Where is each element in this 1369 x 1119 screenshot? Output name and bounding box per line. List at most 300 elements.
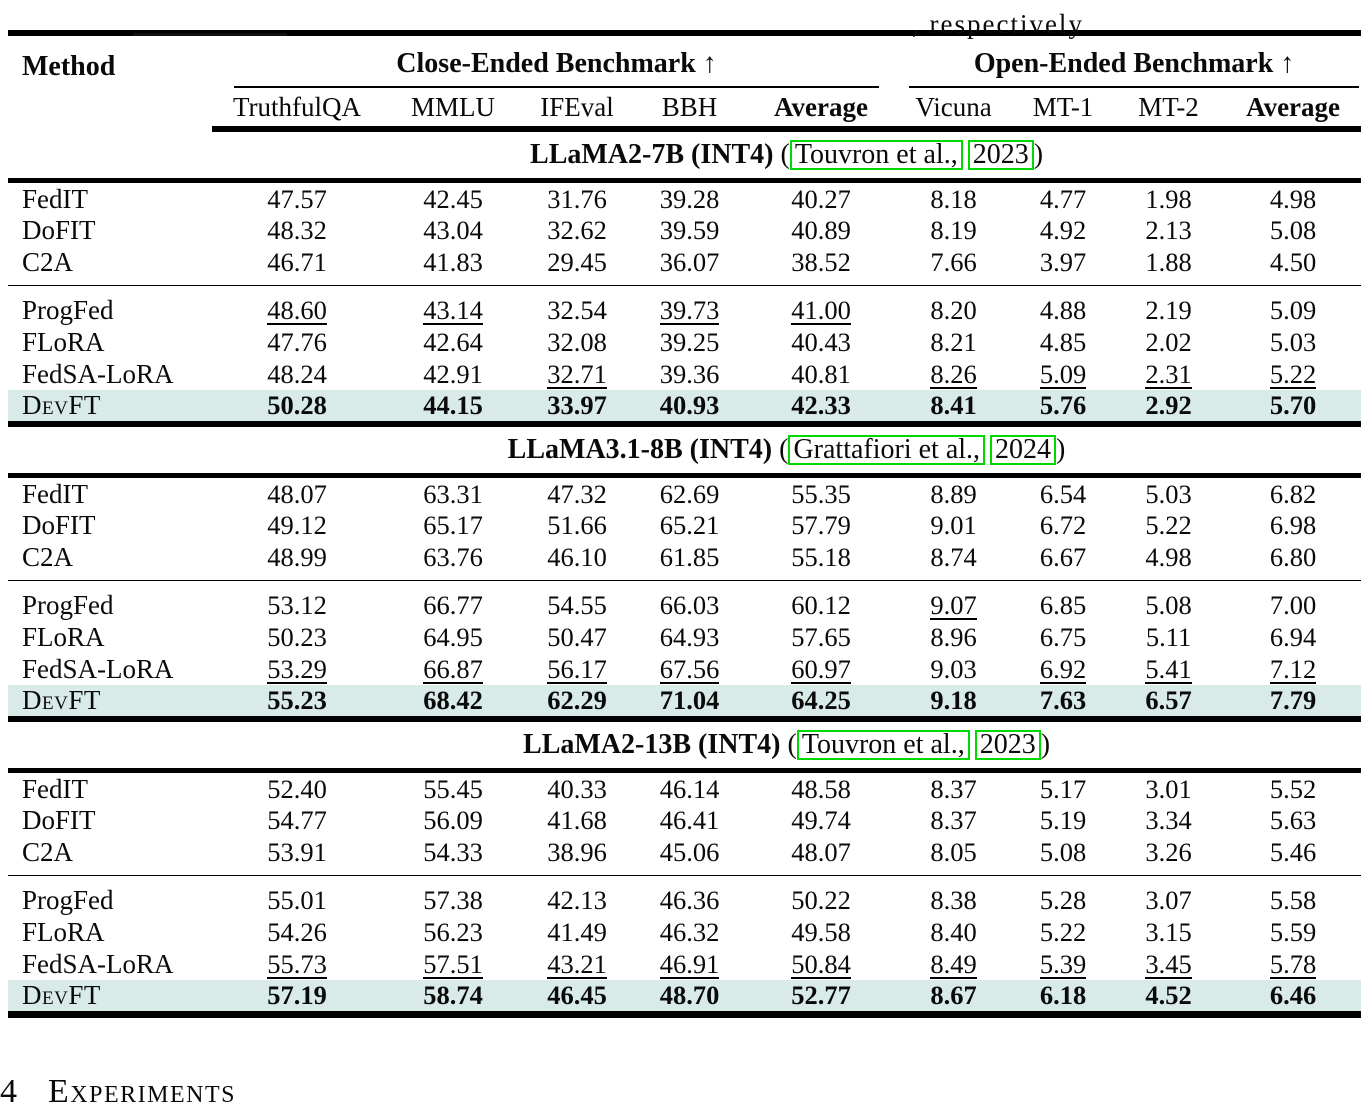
value-cell: 5.76 xyxy=(1014,390,1112,425)
value-cell: 4.85 xyxy=(1039,327,1087,358)
value-cell: 52.40 xyxy=(267,773,327,804)
column-header-bbh: BBH xyxy=(630,88,749,129)
value-cell: 55.45 xyxy=(423,773,483,804)
value-cell: 40.89 xyxy=(791,215,851,246)
underlined-value: 43.14 xyxy=(423,294,483,325)
underlined-value: 7.12 xyxy=(1269,653,1317,684)
method-cell: FLoRA xyxy=(22,917,105,948)
model-name: LLaMA2-13B (INT4) xyxy=(523,729,781,760)
underlined-value: 2.31 xyxy=(1145,358,1192,389)
citation-link-year[interactable]: 2023 xyxy=(975,730,1041,760)
table-row-dofit xyxy=(8,215,1361,247)
table-body xyxy=(8,129,1361,1015)
value-cell: 32.08 xyxy=(547,327,607,358)
value-cell xyxy=(1112,653,1225,685)
value-cell: 63.31 xyxy=(423,478,483,509)
value-cell xyxy=(893,948,1014,980)
value-cell: 46.32 xyxy=(659,917,720,948)
table-row-devft xyxy=(8,980,1361,1015)
method-cell: FedSA-LoRA xyxy=(22,358,174,389)
section-number: 4 xyxy=(0,1073,17,1110)
method-cell: DoFIT xyxy=(22,805,96,836)
value-cell: 41.49 xyxy=(547,917,607,948)
value-cell: 4.50 xyxy=(1269,247,1317,277)
table-row-fedsa-lora xyxy=(8,948,1361,980)
method-cell: C2A xyxy=(22,247,74,277)
method-cell: FedSA-LoRA xyxy=(22,948,174,979)
value-cell: 8.74 xyxy=(930,542,977,572)
value-cell: 2.02 xyxy=(1145,327,1192,358)
value-cell: 32.54 xyxy=(524,285,630,327)
value-cell: 8.37 xyxy=(930,773,977,804)
value-cell xyxy=(382,653,524,685)
value-cell: 54.55 xyxy=(524,580,630,622)
value-cell xyxy=(524,948,630,980)
value-cell: 6.18 xyxy=(1014,980,1112,1015)
value-cell xyxy=(630,948,749,980)
value-cell: 6.85 xyxy=(1014,580,1112,622)
value-cell: 29.45 xyxy=(547,247,607,277)
citation-link-authors[interactable]: Touvron et al., xyxy=(797,730,970,760)
value-cell: 6.46 xyxy=(1225,980,1361,1015)
method-cell: C2A xyxy=(22,542,74,572)
model-section-header-cell: LLaMA2-13B (INT4) ( Touvron et al., 2023 ) xyxy=(212,719,1361,771)
table-row-flora xyxy=(8,917,1361,949)
value-cell: 3.26 xyxy=(1145,837,1192,867)
value-cell: 50.28 xyxy=(212,390,382,425)
model-section-header-cell: LLaMA3.1-8B (INT4) ( Grattafiori et al., 2024 ) xyxy=(212,424,1361,476)
value-cell: 66.03 xyxy=(630,580,749,622)
value-cell: 5.03 xyxy=(1269,327,1317,358)
underlined-value: 48.60 xyxy=(267,294,327,325)
value-cell: 41.68 xyxy=(547,805,607,836)
value-cell: 68.42 xyxy=(382,685,524,720)
value-cell xyxy=(630,285,749,327)
value-cell: 6.54 xyxy=(1039,478,1087,509)
group-label-text: Open-Ended Benchmark xyxy=(973,48,1274,79)
value-cell: 8.20 xyxy=(893,285,1014,327)
value-cell: 2.13 xyxy=(1145,215,1192,246)
value-cell xyxy=(212,948,382,980)
method-cell: FedSA-LoRA xyxy=(22,653,174,684)
truncated-caption-underline xyxy=(133,33,287,36)
value-cell: 5.08 xyxy=(1039,837,1087,867)
group-label-text: Close-Ended Benchmark xyxy=(396,48,696,79)
value-cell: 39.28 xyxy=(659,183,720,214)
model-section-header-row xyxy=(8,719,1361,771)
table-header xyxy=(8,33,1361,129)
value-cell: 4.98 xyxy=(1269,183,1317,214)
underlined-value: 5.41 xyxy=(1145,653,1192,684)
table-row-c2a xyxy=(8,836,1361,875)
underlined-value: 3.45 xyxy=(1145,948,1192,979)
value-cell xyxy=(1014,358,1112,390)
value-cell: 5.19 xyxy=(1039,805,1087,836)
model-section-header-cell: LLaMA2-7B (INT4) ( Touvron et al., 2023 ) xyxy=(212,129,1361,181)
value-cell xyxy=(1014,948,1112,980)
value-cell: 49.74 xyxy=(791,805,851,836)
value-cell: 6.75 xyxy=(1039,622,1087,653)
value-cell: 50.47 xyxy=(547,622,607,653)
value-cell: 9.03 xyxy=(930,653,977,684)
value-cell xyxy=(382,285,524,327)
value-cell: 51.66 xyxy=(547,510,607,541)
table-row-flora xyxy=(8,327,1361,359)
table-row-devft xyxy=(8,390,1361,425)
underlined-value: 56.17 xyxy=(547,653,607,684)
method-cell: FedIT xyxy=(22,773,88,804)
method-cell: ProgFed xyxy=(8,285,212,327)
value-cell: 5.22 xyxy=(1145,510,1192,541)
up-arrow-icon: ↑ xyxy=(702,48,717,79)
value-cell: 3.15 xyxy=(1145,917,1192,948)
value-cell xyxy=(1225,653,1361,685)
value-cell: 53.12 xyxy=(212,580,382,622)
value-cell: 40.43 xyxy=(791,327,851,358)
value-cell: 8.38 xyxy=(893,875,1014,917)
value-cell: 8.37 xyxy=(930,805,977,836)
table-row-flora xyxy=(8,622,1361,654)
value-cell: 60.12 xyxy=(749,580,893,622)
value-cell: 2.92 xyxy=(1112,390,1225,425)
value-cell: 5.70 xyxy=(1225,390,1361,425)
value-cell: 5.58 xyxy=(1225,875,1361,917)
value-cell: 6.80 xyxy=(1269,542,1317,572)
table-row-c2a xyxy=(8,246,1361,285)
value-cell xyxy=(893,580,1014,622)
value-cell: 3.97 xyxy=(1039,247,1087,277)
value-cell: 6.57 xyxy=(1112,685,1225,720)
value-cell: 1.98 xyxy=(1145,183,1192,214)
value-cell: 5.17 xyxy=(1039,773,1087,804)
underlined-value: 43.21 xyxy=(547,948,607,979)
value-cell: 9.18 xyxy=(893,685,1014,720)
group-header-open-ended-label xyxy=(909,49,1359,88)
value-cell: 42.13 xyxy=(524,875,630,917)
value-cell: 5.22 xyxy=(1039,917,1087,948)
value-cell: 41.83 xyxy=(423,247,483,277)
value-cell xyxy=(524,358,630,390)
table-row-progfed xyxy=(8,580,1361,622)
value-cell: 54.33 xyxy=(423,837,483,867)
value-cell: 48.07 xyxy=(791,837,851,867)
value-cell xyxy=(1225,948,1361,980)
value-cell: 64.25 xyxy=(749,685,893,720)
table-row-dofit xyxy=(8,510,1361,542)
model-name: LLaMA2-7B (INT4) xyxy=(530,139,774,170)
value-cell: 55.18 xyxy=(791,542,851,572)
method-cell: DoFIT xyxy=(22,510,96,541)
value-cell: 5.28 xyxy=(1014,875,1112,917)
value-cell: 50.22 xyxy=(749,875,893,917)
value-cell: 64.93 xyxy=(659,622,720,653)
value-cell xyxy=(524,653,630,685)
value-cell xyxy=(1225,358,1361,390)
value-cell: 57.79 xyxy=(791,510,851,541)
section-header-spacer-cell xyxy=(8,129,212,181)
value-cell xyxy=(749,653,893,685)
value-cell: 38.52 xyxy=(791,247,851,277)
value-cell: 7.00 xyxy=(1225,580,1361,622)
citation-link-year[interactable]: 2024 xyxy=(990,435,1056,465)
column-header-mt1: MT-1 xyxy=(1014,88,1112,129)
table-row-fedit xyxy=(8,476,1361,510)
value-cell: 47.76 xyxy=(267,327,327,358)
value-cell: 5.08 xyxy=(1112,580,1225,622)
section-header-spacer-cell xyxy=(8,719,212,771)
value-cell: 48.24 xyxy=(267,358,327,389)
underlined-value: 6.92 xyxy=(1039,653,1087,684)
value-cell: 5.59 xyxy=(1269,917,1317,948)
table-row-devft xyxy=(8,685,1361,720)
value-cell: 42.64 xyxy=(423,327,483,358)
value-cell xyxy=(1112,948,1225,980)
model-section-header-row xyxy=(8,424,1361,476)
section-header-spacer-cell xyxy=(8,424,212,476)
table-row-fedsa-lora xyxy=(8,653,1361,685)
column-header-close-average: Average xyxy=(749,88,893,129)
value-cell: 62.69 xyxy=(659,478,720,509)
value-cell: 47.57 xyxy=(267,183,327,214)
value-cell: 55.01 xyxy=(212,875,382,917)
column-header-mmlu: MMLU xyxy=(382,88,524,129)
table-row-fedit xyxy=(8,771,1361,805)
method-cell: DevFT xyxy=(8,390,212,425)
value-cell: 48.99 xyxy=(267,542,327,572)
value-cell: 50.23 xyxy=(267,622,327,653)
value-cell xyxy=(1014,653,1112,685)
table-row-progfed xyxy=(8,285,1361,327)
underlined-value: 5.78 xyxy=(1269,948,1317,979)
value-cell: 5.52 xyxy=(1269,773,1317,804)
value-cell: 46.71 xyxy=(267,247,327,277)
value-cell: 32.62 xyxy=(547,215,607,246)
value-cell: 8.40 xyxy=(930,917,977,948)
value-cell: 3.01 xyxy=(1145,773,1192,804)
value-cell: 49.58 xyxy=(791,917,851,948)
value-cell: 3.07 xyxy=(1112,875,1225,917)
method-cell: FedIT xyxy=(22,478,88,509)
model-name: LLaMA3.1-8B (INT4) xyxy=(507,434,773,465)
method-cell: FLoRA xyxy=(22,327,105,358)
underlined-value: 5.22 xyxy=(1269,358,1317,389)
underlined-value: 5.09 xyxy=(1039,358,1087,389)
value-cell: 36.07 xyxy=(659,247,720,277)
underlined-value: 57.51 xyxy=(423,948,483,979)
table-row-fedsa-lora xyxy=(8,358,1361,390)
value-cell: 54.77 xyxy=(267,805,327,836)
up-arrow-icon: ↑ xyxy=(1280,48,1295,79)
underlined-value: 60.97 xyxy=(791,653,851,684)
value-cell: 48.32 xyxy=(267,215,327,246)
value-cell: 4.98 xyxy=(1145,542,1192,572)
value-cell: 45.06 xyxy=(659,837,720,867)
value-cell: 71.04 xyxy=(630,685,749,720)
value-cell xyxy=(212,285,382,327)
value-cell: 55.23 xyxy=(212,685,382,720)
value-cell: 6.94 xyxy=(1269,622,1317,653)
underlined-value: 5.39 xyxy=(1039,948,1087,979)
underlined-value: 8.49 xyxy=(930,948,977,979)
value-cell: 5.63 xyxy=(1269,805,1317,836)
value-cell: 8.96 xyxy=(930,622,977,653)
value-cell: 40.27 xyxy=(791,183,851,214)
method-cell: DoFIT xyxy=(22,215,96,246)
method-cell: C2A xyxy=(22,837,74,867)
value-cell: 48.58 xyxy=(791,773,851,804)
value-cell: 6.67 xyxy=(1039,542,1087,572)
citation-link-authors[interactable]: Grattafiori et al., xyxy=(788,435,985,465)
value-cell: 5.03 xyxy=(1145,478,1192,509)
value-cell: 2.19 xyxy=(1112,285,1225,327)
column-header-ifeval: IFEval xyxy=(524,88,630,129)
value-cell: 5.08 xyxy=(1269,215,1317,246)
value-cell: 57.38 xyxy=(382,875,524,917)
value-cell: 38.96 xyxy=(547,837,607,867)
underlined-value: 32.71 xyxy=(547,358,607,389)
value-cell: 4.52 xyxy=(1112,980,1225,1015)
value-cell: 5.09 xyxy=(1225,285,1361,327)
value-cell: 39.25 xyxy=(659,327,720,358)
value-cell: 57.65 xyxy=(791,622,851,653)
value-cell: 4.92 xyxy=(1039,215,1087,246)
column-header-method: Method xyxy=(22,51,116,82)
value-cell: 56.09 xyxy=(423,805,483,836)
underlined-value: 39.73 xyxy=(659,294,720,325)
value-cell: 46.45 xyxy=(524,980,630,1015)
value-cell: 43.04 xyxy=(423,215,483,246)
value-cell: 48.70 xyxy=(630,980,749,1015)
method-cell: FLoRA xyxy=(22,622,105,653)
value-cell xyxy=(1112,358,1225,390)
value-cell: 8.41 xyxy=(893,390,1014,425)
underlined-value: 55.73 xyxy=(267,948,327,979)
underlined-value: 67.56 xyxy=(659,653,720,684)
column-header-open-average: Average xyxy=(1225,88,1361,129)
value-cell: 40.81 xyxy=(791,358,851,389)
value-cell: 53.91 xyxy=(267,837,327,867)
value-cell: 3.34 xyxy=(1145,805,1192,836)
value-cell: 48.07 xyxy=(267,478,327,509)
underlined-value: 53.29 xyxy=(267,653,327,684)
value-cell: 66.77 xyxy=(382,580,524,622)
underlined-value: 46.91 xyxy=(659,948,720,979)
value-cell: 4.77 xyxy=(1039,183,1087,214)
paper-page xyxy=(0,9,1369,1119)
table-row-progfed xyxy=(8,875,1361,917)
value-cell xyxy=(630,653,749,685)
value-cell: 8.67 xyxy=(893,980,1014,1015)
value-cell: 65.17 xyxy=(423,510,483,541)
value-cell: 40.93 xyxy=(630,390,749,425)
method-cell: DevFT xyxy=(8,685,212,720)
value-cell: 8.05 xyxy=(930,837,977,867)
value-cell: 42.91 xyxy=(423,358,483,389)
value-cell: 42.45 xyxy=(423,183,483,214)
value-cell: 5.46 xyxy=(1269,837,1317,867)
value-cell: 49.12 xyxy=(267,510,327,541)
section-title: Experiments xyxy=(48,1073,236,1110)
value-cell: 62.29 xyxy=(524,685,630,720)
model-section-header-row xyxy=(8,129,1361,181)
value-cell: 44.15 xyxy=(382,390,524,425)
value-cell: 4.88 xyxy=(1014,285,1112,327)
value-cell: 47.32 xyxy=(547,478,607,509)
column-header-vicuna: Vicuna xyxy=(893,88,1014,129)
truncated-caption-fragment: , respectively xyxy=(912,9,1084,39)
method-cell: ProgFed xyxy=(8,580,212,622)
citation-link-year[interactable]: 2023 xyxy=(968,140,1034,170)
value-cell: 39.36 xyxy=(659,358,720,389)
table-row-dofit xyxy=(8,805,1361,837)
value-cell: 65.21 xyxy=(659,510,720,541)
citation-link-authors[interactable]: Touvron et al., xyxy=(790,140,963,170)
value-cell: 57.19 xyxy=(212,980,382,1015)
value-cell: 7.79 xyxy=(1225,685,1361,720)
value-cell: 54.26 xyxy=(267,917,327,948)
value-cell: 5.11 xyxy=(1145,622,1192,653)
value-cell: 6.72 xyxy=(1039,510,1087,541)
value-cell: 42.33 xyxy=(749,390,893,425)
group-header-close-ended xyxy=(212,33,893,88)
value-cell: 8.21 xyxy=(930,327,977,358)
value-cell: 7.66 xyxy=(930,247,977,277)
value-cell xyxy=(749,948,893,980)
truncated-caption-text xyxy=(912,9,1172,43)
value-cell: 52.77 xyxy=(749,980,893,1015)
value-cell xyxy=(893,358,1014,390)
value-cell: 63.76 xyxy=(423,542,483,572)
value-cell: 8.19 xyxy=(930,215,977,246)
value-cell: 1.88 xyxy=(1145,247,1192,277)
value-cell: 39.59 xyxy=(659,215,720,246)
value-cell xyxy=(382,948,524,980)
value-cell: 40.33 xyxy=(547,773,607,804)
value-cell: 61.85 xyxy=(659,542,720,572)
value-cell: 56.23 xyxy=(423,917,483,948)
method-cell: FedIT xyxy=(22,183,88,214)
column-header-truthfulqa: TruthfulQA xyxy=(212,88,382,129)
value-cell: 9.01 xyxy=(930,510,977,541)
table-row-c2a xyxy=(8,541,1361,580)
value-cell: 31.76 xyxy=(547,183,607,214)
underlined-value: 9.07 xyxy=(930,589,977,620)
table-row-fedit xyxy=(8,181,1361,215)
value-cell: 8.89 xyxy=(930,478,977,509)
underlined-value: 50.84 xyxy=(791,948,851,979)
value-cell: 8.18 xyxy=(930,183,977,214)
value-cell: 46.41 xyxy=(659,805,720,836)
benchmark-results-table xyxy=(8,30,1361,1018)
method-cell: DevFT xyxy=(8,980,212,1015)
column-header-mt2: MT-2 xyxy=(1112,88,1225,129)
value-cell: 46.10 xyxy=(547,542,607,572)
value-cell: 6.82 xyxy=(1269,478,1317,509)
underlined-value: 41.00 xyxy=(791,294,851,325)
group-header-close-ended-label xyxy=(234,49,879,88)
value-cell xyxy=(212,653,382,685)
value-cell: 6.98 xyxy=(1269,510,1317,541)
value-cell: 55.35 xyxy=(791,478,851,509)
value-cell: 7.63 xyxy=(1014,685,1112,720)
value-cell: 33.97 xyxy=(524,390,630,425)
section-heading-experiments xyxy=(0,1073,236,1111)
value-cell: 46.36 xyxy=(630,875,749,917)
value-cell: 64.95 xyxy=(423,622,483,653)
underlined-value: 66.87 xyxy=(423,653,483,684)
method-cell: ProgFed xyxy=(8,875,212,917)
value-cell: 46.14 xyxy=(659,773,720,804)
